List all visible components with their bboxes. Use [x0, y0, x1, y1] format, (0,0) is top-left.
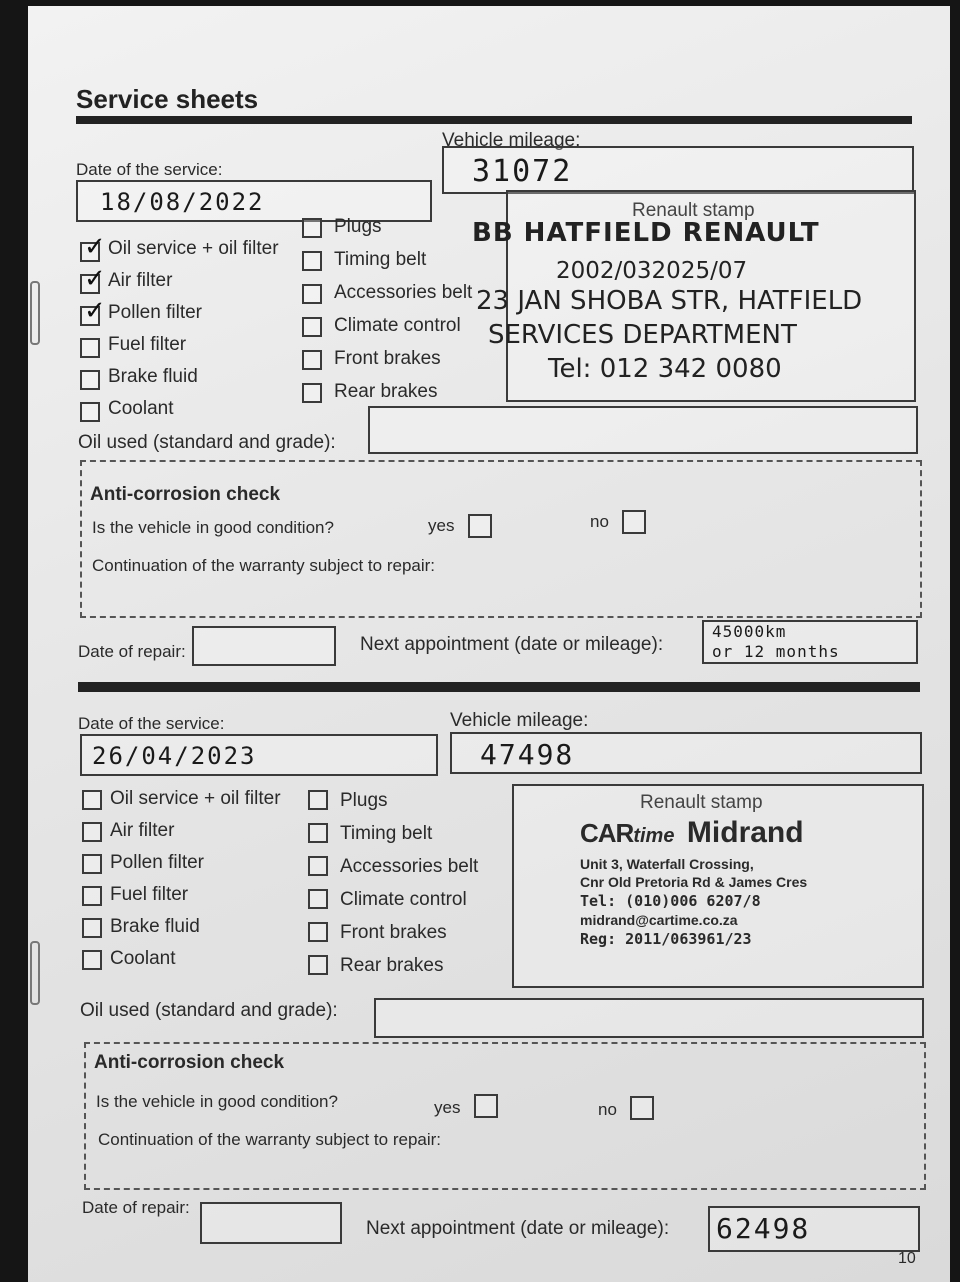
checkbox-coolant-2[interactable] [82, 950, 102, 970]
vehicle-mileage-value-2: 47498 [480, 738, 575, 771]
stamp-registration-1: 2002/032025/07 [556, 258, 748, 284]
checklist-label-rear-brakes-2: Rear brakes [340, 955, 444, 976]
checklist-label-plugs-2: Plugs [340, 790, 388, 811]
no-label-1: no [590, 512, 609, 531]
checkbox-pollen-filter-2[interactable] [82, 854, 102, 874]
title-rule [76, 116, 912, 124]
anti-corrosion-title-2: Anti-corrosion check [94, 1052, 285, 1073]
checklist-label-fuel-filter-1: Fuel filter [108, 334, 187, 355]
checkbox-air-filter-2[interactable] [82, 822, 102, 842]
renault-stamp-label-1: Renault stamp [632, 200, 755, 221]
vehicle-mileage-value-1: 31072 [472, 154, 573, 189]
check-mark-oil-service-1: ✓ [84, 232, 106, 262]
vehicle-mileage-field-2[interactable] [450, 732, 922, 774]
checkbox-brake-fluid-2[interactable] [82, 918, 102, 938]
date-of-repair-field-1[interactable] [192, 626, 336, 666]
service-booklet-page [28, 6, 950, 1282]
checkbox-oil-service-2[interactable] [82, 790, 102, 810]
checkbox-front-brakes-1[interactable] [302, 350, 322, 370]
checklist-label-plugs-1: Plugs [334, 216, 382, 237]
yes-checkbox-2[interactable] [474, 1094, 498, 1118]
checklist-label-air-filter-2: Air filter [110, 820, 175, 841]
checklist-label-climate-control-1: Climate control [334, 315, 461, 336]
checklist-label-front-brakes-1: Front brakes [334, 348, 441, 369]
checklist-label-timing-belt-2: Timing belt [340, 823, 433, 844]
checklist-label-timing-belt-1: Timing belt [334, 249, 427, 270]
good-condition-question-1: Is the vehicle in good condition? [92, 518, 334, 537]
binding-stitch-bottom [30, 941, 40, 1005]
date-of-service-field-2[interactable] [80, 734, 438, 776]
dealer-logo [580, 816, 804, 850]
stamp-address-1: 23 JAN SHOBA STR, HATFIELD [476, 286, 863, 316]
checklist-label-front-brakes-2: Front brakes [340, 922, 447, 943]
no-checkbox-1[interactable] [622, 510, 646, 534]
next-appointment-field-2[interactable] [708, 1206, 920, 1252]
next-appointment-label-1: Next appointment (date or mileage): [360, 634, 664, 655]
date-of-repair-field-2[interactable] [200, 1202, 342, 1244]
oil-used-label-2: Oil used (standard and grade): [80, 1000, 338, 1021]
dealer-logo-place: Midrand [686, 816, 804, 849]
checklist-label-brake-fluid-1: Brake fluid [108, 366, 198, 387]
checkbox-accessories-belt-2[interactable] [308, 856, 328, 876]
renault-stamp-label-2: Renault stamp [640, 792, 763, 813]
checkbox-fuel-filter-1[interactable] [80, 338, 100, 358]
checklist-label-oil-service-1: Oil service + oil filter [108, 238, 279, 259]
checklist-label-climate-control-2: Climate control [340, 889, 467, 910]
next-appointment-label-2: Next appointment (date or mileage): [366, 1218, 670, 1239]
stamp-address-line1-2: Unit 3, Waterfall Crossing, [580, 856, 754, 872]
yes-label-1: yes [428, 516, 455, 535]
checkbox-climate-control-1[interactable] [302, 317, 322, 337]
check-mark-air-filter-1: ✓ [84, 264, 106, 294]
binding-stitch-top [30, 281, 40, 345]
checklist-label-coolant-1: Coolant [108, 398, 174, 419]
anti-corrosion-title-1: Anti-corrosion check [90, 484, 281, 505]
good-condition-question-2: Is the vehicle in good condition? [96, 1092, 338, 1111]
checklist-label-air-filter-1: Air filter [108, 270, 173, 291]
next-appointment-value-2: 62498 [716, 1212, 811, 1245]
page-title: Service sheets [76, 84, 259, 114]
checkbox-fuel-filter-2[interactable] [82, 886, 102, 906]
stamp-telephone-1: Tel: 012 342 0080 [548, 354, 782, 384]
checklist-label-pollen-filter-1: Pollen filter [108, 302, 202, 323]
warranty-continuation-label-2: Continuation of the warranty subject to repair: [98, 1130, 442, 1149]
warranty-continuation-label-1: Continuation of the warranty subject to repair: [92, 556, 436, 575]
oil-used-field-2[interactable] [374, 998, 924, 1038]
page-number: 10 [898, 1250, 916, 1267]
checkbox-accessories-belt-1[interactable] [302, 284, 322, 304]
checkbox-timing-belt-1[interactable] [302, 251, 322, 271]
stamp-address-line2-2: Cnr Old Pretoria Rd & James Cres [580, 874, 808, 890]
stamp-telephone-2: Tel: (010)006 6207/8 [580, 892, 761, 910]
yes-checkbox-1[interactable] [468, 514, 492, 538]
dealer-logo-time: time [633, 825, 675, 847]
checklist-label-fuel-filter-2: Fuel filter [110, 884, 189, 905]
yes-label-2: yes [434, 1098, 461, 1117]
checklist-label-accessories-belt-1: Accessories belt [334, 282, 473, 303]
checkbox-plugs-2[interactable] [308, 790, 328, 810]
date-of-repair-label-1: Date of repair: [78, 642, 186, 661]
no-label-2: no [598, 1100, 617, 1119]
stamp-registration-2: Reg: 2011/063961/23 [580, 930, 752, 948]
next-appointment-field-1[interactable] [702, 620, 918, 664]
check-mark-pollen-filter-1: ✓ [84, 296, 106, 326]
stamp-dealer-name-1: BB HATFIELD RENAULT [472, 218, 820, 248]
sheet-divider-rule [78, 682, 920, 692]
oil-used-field-1[interactable] [368, 406, 918, 454]
checkbox-climate-control-2[interactable] [308, 889, 328, 909]
next-appointment-value-1b: or 12 months [712, 642, 840, 661]
checkbox-front-brakes-2[interactable] [308, 922, 328, 942]
checklist-label-coolant-2: Coolant [110, 948, 176, 969]
checklist-label-accessories-belt-2: Accessories belt [340, 856, 479, 877]
stamp-email-2: midrand@cartime.co.za [580, 912, 738, 928]
checkbox-rear-brakes-1[interactable] [302, 383, 322, 403]
date-of-service-label-1: Date of the service: [76, 160, 223, 179]
date-of-service-value-2: 26/04/2023 [92, 742, 257, 770]
checkbox-rear-brakes-2[interactable] [308, 955, 328, 975]
checklist-label-oil-service-2: Oil service + oil filter [110, 788, 281, 809]
renault-stamp-box-2 [512, 784, 924, 988]
next-appointment-value-1a: 45000km [712, 622, 787, 641]
checklist-label-pollen-filter-2: Pollen filter [110, 852, 204, 873]
date-of-service-label-2: Date of the service: [78, 714, 225, 733]
vehicle-mileage-field-1[interactable] [442, 146, 914, 194]
oil-used-label-1: Oil used (standard and grade): [78, 432, 336, 453]
checkbox-timing-belt-2[interactable] [308, 823, 328, 843]
checkbox-brake-fluid-1[interactable] [80, 370, 100, 390]
checklist-label-brake-fluid-2: Brake fluid [110, 916, 200, 937]
checkbox-plugs-1[interactable] [302, 218, 322, 238]
date-of-service-value-1: 18/08/2022 [100, 188, 265, 216]
checklist-label-rear-brakes-1: Rear brakes [334, 381, 438, 402]
vehicle-mileage-label-2: Vehicle mileage: [450, 710, 589, 731]
date-of-repair-label-2: Date of repair: [82, 1198, 190, 1217]
dealer-logo-car: CAR [580, 818, 634, 848]
vehicle-mileage-label-1: Vehicle mileage: [442, 130, 581, 151]
checkbox-coolant-1[interactable] [80, 402, 100, 422]
no-checkbox-2[interactable] [630, 1096, 654, 1120]
stamp-department-1: SERVICES DEPARTMENT [488, 320, 797, 350]
